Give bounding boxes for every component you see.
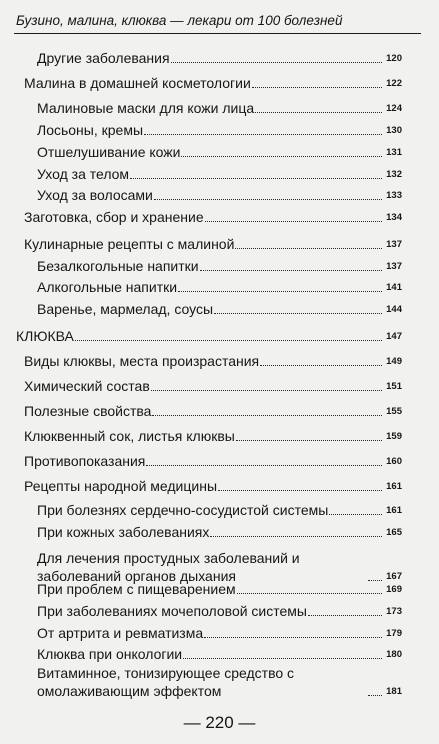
toc-entry <box>24 231 402 253</box>
toc-leader-dots <box>151 390 382 391</box>
toc-entry <box>37 139 402 161</box>
toc-entry-title: Другие заболевания <box>37 50 170 66</box>
toc-entry-page: 167 <box>386 571 402 582</box>
toc-entry <box>24 70 402 92</box>
toc-leader-dots <box>130 178 382 179</box>
toc-entry <box>37 253 402 275</box>
toc-entry-title: Полезные свойства <box>24 403 152 419</box>
toc-entry-page: 137 <box>386 239 402 250</box>
running-header: Бузино, малина, клюква — лекари от 100 болезней <box>16 13 343 28</box>
toc-entry-title: Варенье, мармелад, соусы <box>37 301 214 317</box>
header-divider <box>14 33 421 34</box>
toc-entry <box>37 660 402 700</box>
toc-entry <box>37 95 402 117</box>
toc-entry <box>37 274 402 296</box>
toc-entry-page: 132 <box>386 169 402 180</box>
toc-entry-title: Лосьоны, кремы <box>37 122 144 138</box>
toc-leader-dots <box>236 440 382 441</box>
toc-leader-dots <box>144 134 382 135</box>
toc-leader-dots <box>368 695 382 696</box>
toc-entry <box>37 161 402 183</box>
toc-entry-title: Алкогольные напитки <box>37 279 178 295</box>
toc-leader-dots <box>152 415 382 416</box>
toc-entry-title: Заготовка, сбор и хранение <box>24 209 204 225</box>
toc-entry-title: Безалкогольные напитки <box>37 258 199 274</box>
toc-entry <box>24 348 402 370</box>
toc-entry-page: 124 <box>386 103 402 114</box>
toc-entry <box>37 296 402 318</box>
toc-entry-page: 180 <box>386 649 402 660</box>
toc-leader-dots <box>255 112 382 113</box>
toc-leader-dots <box>75 340 382 341</box>
toc-entry-page: 155 <box>386 406 402 417</box>
toc-entry-page: 144 <box>386 304 402 315</box>
toc-entry-page: 181 <box>386 686 402 697</box>
toc-leader-dots <box>204 637 382 638</box>
toc-leader-dots <box>260 365 382 366</box>
toc-entry-title: При кожных заболеваниях <box>37 524 210 540</box>
toc-entry <box>24 473 402 495</box>
toc-leader-dots <box>329 514 382 515</box>
toc-entry-page: 179 <box>386 628 402 639</box>
toc-leader-dots <box>218 490 382 491</box>
toc-leader-dots <box>181 156 382 157</box>
toc-entry-page: 131 <box>386 147 402 158</box>
toc-entry-title: Для лечения простудных заболеваний и заболеваний органов дыхания <box>37 550 300 584</box>
toc-section-title: КЛЮКВА <box>16 328 74 344</box>
toc-entry-title: Химический состав <box>24 378 150 394</box>
page-number: — 220 — <box>183 713 256 732</box>
toc-entry-page: 141 <box>386 282 402 293</box>
toc-leader-dots <box>237 593 382 594</box>
toc-leader-dots <box>200 270 382 271</box>
toc-entry-title: Противопоказания <box>24 453 146 469</box>
toc-entry-page: 134 <box>386 212 402 223</box>
toc-entry-page: 165 <box>386 527 402 538</box>
toc-leader-dots <box>214 313 382 314</box>
toc-entry-title: Малина в домашней косметологии <box>24 75 251 91</box>
toc-entry <box>37 598 402 620</box>
toc-entry-page: 133 <box>386 190 402 201</box>
toc-leader-dots <box>252 87 382 88</box>
toc-entry-title: Малиновые маски для кожи лица <box>37 100 255 116</box>
toc-entry-page: 161 <box>386 481 402 492</box>
toc-entry <box>24 373 402 395</box>
toc-entry <box>24 423 402 445</box>
toc-entry-page: 151 <box>386 381 402 392</box>
toc-entry-title: От артрита и ревматизма <box>37 625 204 641</box>
toc-entry <box>24 448 402 470</box>
toc-entry-page: 120 <box>386 53 402 64</box>
toc-leader-dots <box>205 221 382 222</box>
toc-entry <box>37 182 402 204</box>
toc-entry-page: 130 <box>386 125 402 136</box>
toc-entry-title: При проблем с пищеварением <box>37 581 236 597</box>
toc-entry <box>37 620 402 642</box>
toc-entry-title: Клюква при онкологии <box>37 646 183 662</box>
toc-leader-dots <box>210 536 382 537</box>
toc-entry-title: Рецепты народной медицины <box>24 478 218 494</box>
toc-leader-dots <box>154 199 382 200</box>
toc-entry <box>37 117 402 139</box>
toc-entry-page: 147 <box>386 331 402 342</box>
toc-entry-title: Уход за волосами <box>37 187 153 203</box>
toc-entry <box>24 204 402 226</box>
toc-entry-page: 137 <box>386 261 402 272</box>
toc-entry <box>37 497 402 519</box>
toc-entry-title: Клюквенный сок, листья клюквы <box>24 428 235 444</box>
toc-entry-title: Витаминное, тонизирующее средство с омолаживающим эффектом <box>37 665 295 699</box>
toc-leader-dots <box>183 658 382 659</box>
toc-entry-page: 122 <box>386 78 402 89</box>
toc-entry-title: Кулинарные рецепты с малиной <box>24 236 235 252</box>
toc-entry-title: Уход за телом <box>37 166 130 182</box>
toc-entry-title: Виды клюквы, места произрастания <box>24 353 260 369</box>
toc-entry <box>24 398 402 420</box>
toc-entry-page: 169 <box>386 584 402 595</box>
toc-entry-page: 161 <box>386 505 402 516</box>
toc-entry <box>37 576 402 598</box>
toc-leader-dots <box>171 62 382 63</box>
toc-entry-page: 160 <box>386 456 402 467</box>
toc-entry-page: 159 <box>386 431 402 442</box>
toc-leader-dots <box>308 615 382 616</box>
toc-entry-title: При болезнях сердечно-сосудистой системы <box>37 502 329 518</box>
toc-entry <box>37 45 402 67</box>
toc-leader-dots <box>235 248 382 249</box>
toc-entry-page: 149 <box>386 356 402 367</box>
toc-entry-title: При заболеваниях мочеполовой системы <box>37 603 307 619</box>
toc-entry-page: 173 <box>386 606 402 617</box>
toc-entry-title: Отшелушивание кожи <box>37 144 181 160</box>
toc-entry <box>16 323 402 345</box>
toc-leader-dots <box>178 291 382 292</box>
toc-entry <box>37 519 402 541</box>
toc-leader-dots <box>146 465 382 466</box>
